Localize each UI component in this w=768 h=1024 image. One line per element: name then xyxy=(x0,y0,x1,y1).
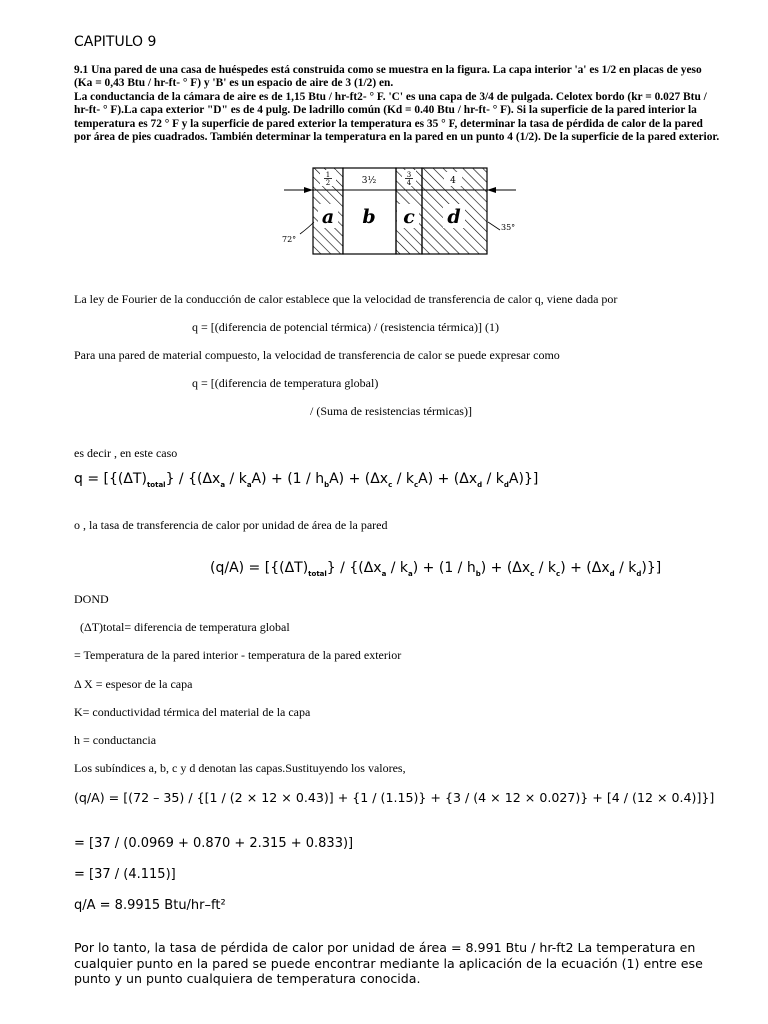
problem-line1: 9.1 Una pared de una casa de huéspedes está construida como se muestra en la figura. La capa interior 'a' es 1/2 en placas de yeso (Ka = 0,43 Btu / hr-ft- ° F) y 'B' es un espacio de aire de 3 (1/2) en. xyxy=(74,64,702,90)
definition-temp-diff: = Temperatura de la pared interior - temperatura de la pared exterior xyxy=(74,648,402,662)
equation-2-bottom: / (Suma de resistencias térmicas)] xyxy=(310,404,472,418)
temp-outside-label: 35° xyxy=(501,223,516,232)
equation-qA-full: $(q/A) = [\{(\Delta T)_{total}\} / \{(\Delta x_a / k_a) + (1 / h_b) + (\Delta x_c / k_c) + (\Delta x_d / k_d)\}]$ xyxy=(210,560,662,578)
per-area-text: o , la tasa de transferencia de calor por unidad de área de la pared xyxy=(74,518,388,532)
svg-text:2: 2 xyxy=(325,179,331,187)
dim-label-d: 4 xyxy=(450,176,456,186)
equation-2-top: q = [(diferencia de temperatura global) xyxy=(192,376,379,390)
conclusion-text: Por lo tanto, la tasa de pérdida de calor por unidad de área = 8.991 Btu / hr-ft2 La temperatura en cualquier punto en la pared se puede encontrar mediante la aplicación de la ecuación (1) entre ese punto y un punto cualquiera de temperatura conocida. xyxy=(74,940,703,986)
definition-delta-t: (ΔT)total= diferencia de temperatura global xyxy=(80,620,290,634)
composite-text: Para una pared de material compuesto, la velocidad de transferencia de calor se puede expresar como xyxy=(74,348,560,362)
equation-1: q = [(diferencia de potencial térmica) / (resistencia térmica)] (1) xyxy=(192,320,499,334)
es-decir-text: es decir , en este caso xyxy=(74,446,178,460)
definition-h: h = conductancia xyxy=(74,733,157,747)
equation-q-full: $q = [\{(\Delta T)_{total}\} / \{(\Delta x_a / k_aA) + (1 / h_bA) + (\Delta x_c / k_cA) + (\Delta x_d / k_dA)\}]$ xyxy=(74,471,539,489)
calculation-1: (q/A) = [(72 – 35) / {[1 / (2 × 12 × 0.43)] + {1 / (1.15)} + {3 / (4 × 12 × 0.027)} + [4 / (12 × 0.4)]}] xyxy=(74,790,715,805)
calculation-3: = [37 / (4.115)] xyxy=(74,867,176,882)
calculation-result: q/A = 8.9915 Btu/hr–ft² xyxy=(74,898,226,913)
problem-line2: La conductancia de la cámara de aire es de 1,15 Btu / hr-ft2- ° F. 'C' es una capa de 3/4 de pulgada. Celotex bordo (kr = 0.027 Btu / hr-ft- ° F).La capa exterior "D" es de 4 pulg. De ladrillo común (Kd = 0.40 Btu / hr-ft- ° F). Si la superficie de la pared interior la temperatura es 72 ° F y la superficie de pared exterior la temperatura es 35 ° F, determinar la tasa de pérdida de calor de la pared por área de pies cuadrados. También determinar la temperatura en la pared en un punto 4 (1/2). De la superficie de la pared exterior. xyxy=(74,90,720,144)
dond-label: DOND xyxy=(74,592,109,606)
fourier-text: La ley de Fourier de la conducción de calor establece que la velocidad de transferencia de calor q, viene dada por xyxy=(74,292,618,306)
calculation-2: = [37 / (0.0969 + 0.870 + 2.315 + 0.833)] xyxy=(74,836,354,851)
wall-diagram xyxy=(280,164,520,256)
definition-delta-x: Δ X = espesor de la capa xyxy=(74,677,193,691)
temp-inside-label: 72° xyxy=(282,235,297,244)
definition-subscripts: Los subíndices a, b, c y d denotan las capas.Sustituyendo los valores, xyxy=(74,761,406,775)
svg-text:4: 4 xyxy=(406,179,412,187)
definition-k: K= conductividad térmica del material de la capa xyxy=(74,705,311,719)
layer-c-label: c xyxy=(403,206,415,228)
dim-label-a: 1 xyxy=(325,171,331,179)
problem-statement xyxy=(74,64,722,144)
chapter-title: CAPITULO 9 xyxy=(74,34,157,50)
layer-a-label: a xyxy=(321,206,335,228)
dim-label-b: 3½ xyxy=(361,176,377,186)
layer-b-label: b xyxy=(362,206,376,228)
dim-label-c: 3 xyxy=(406,171,412,179)
layer-d-label: d xyxy=(447,206,461,228)
